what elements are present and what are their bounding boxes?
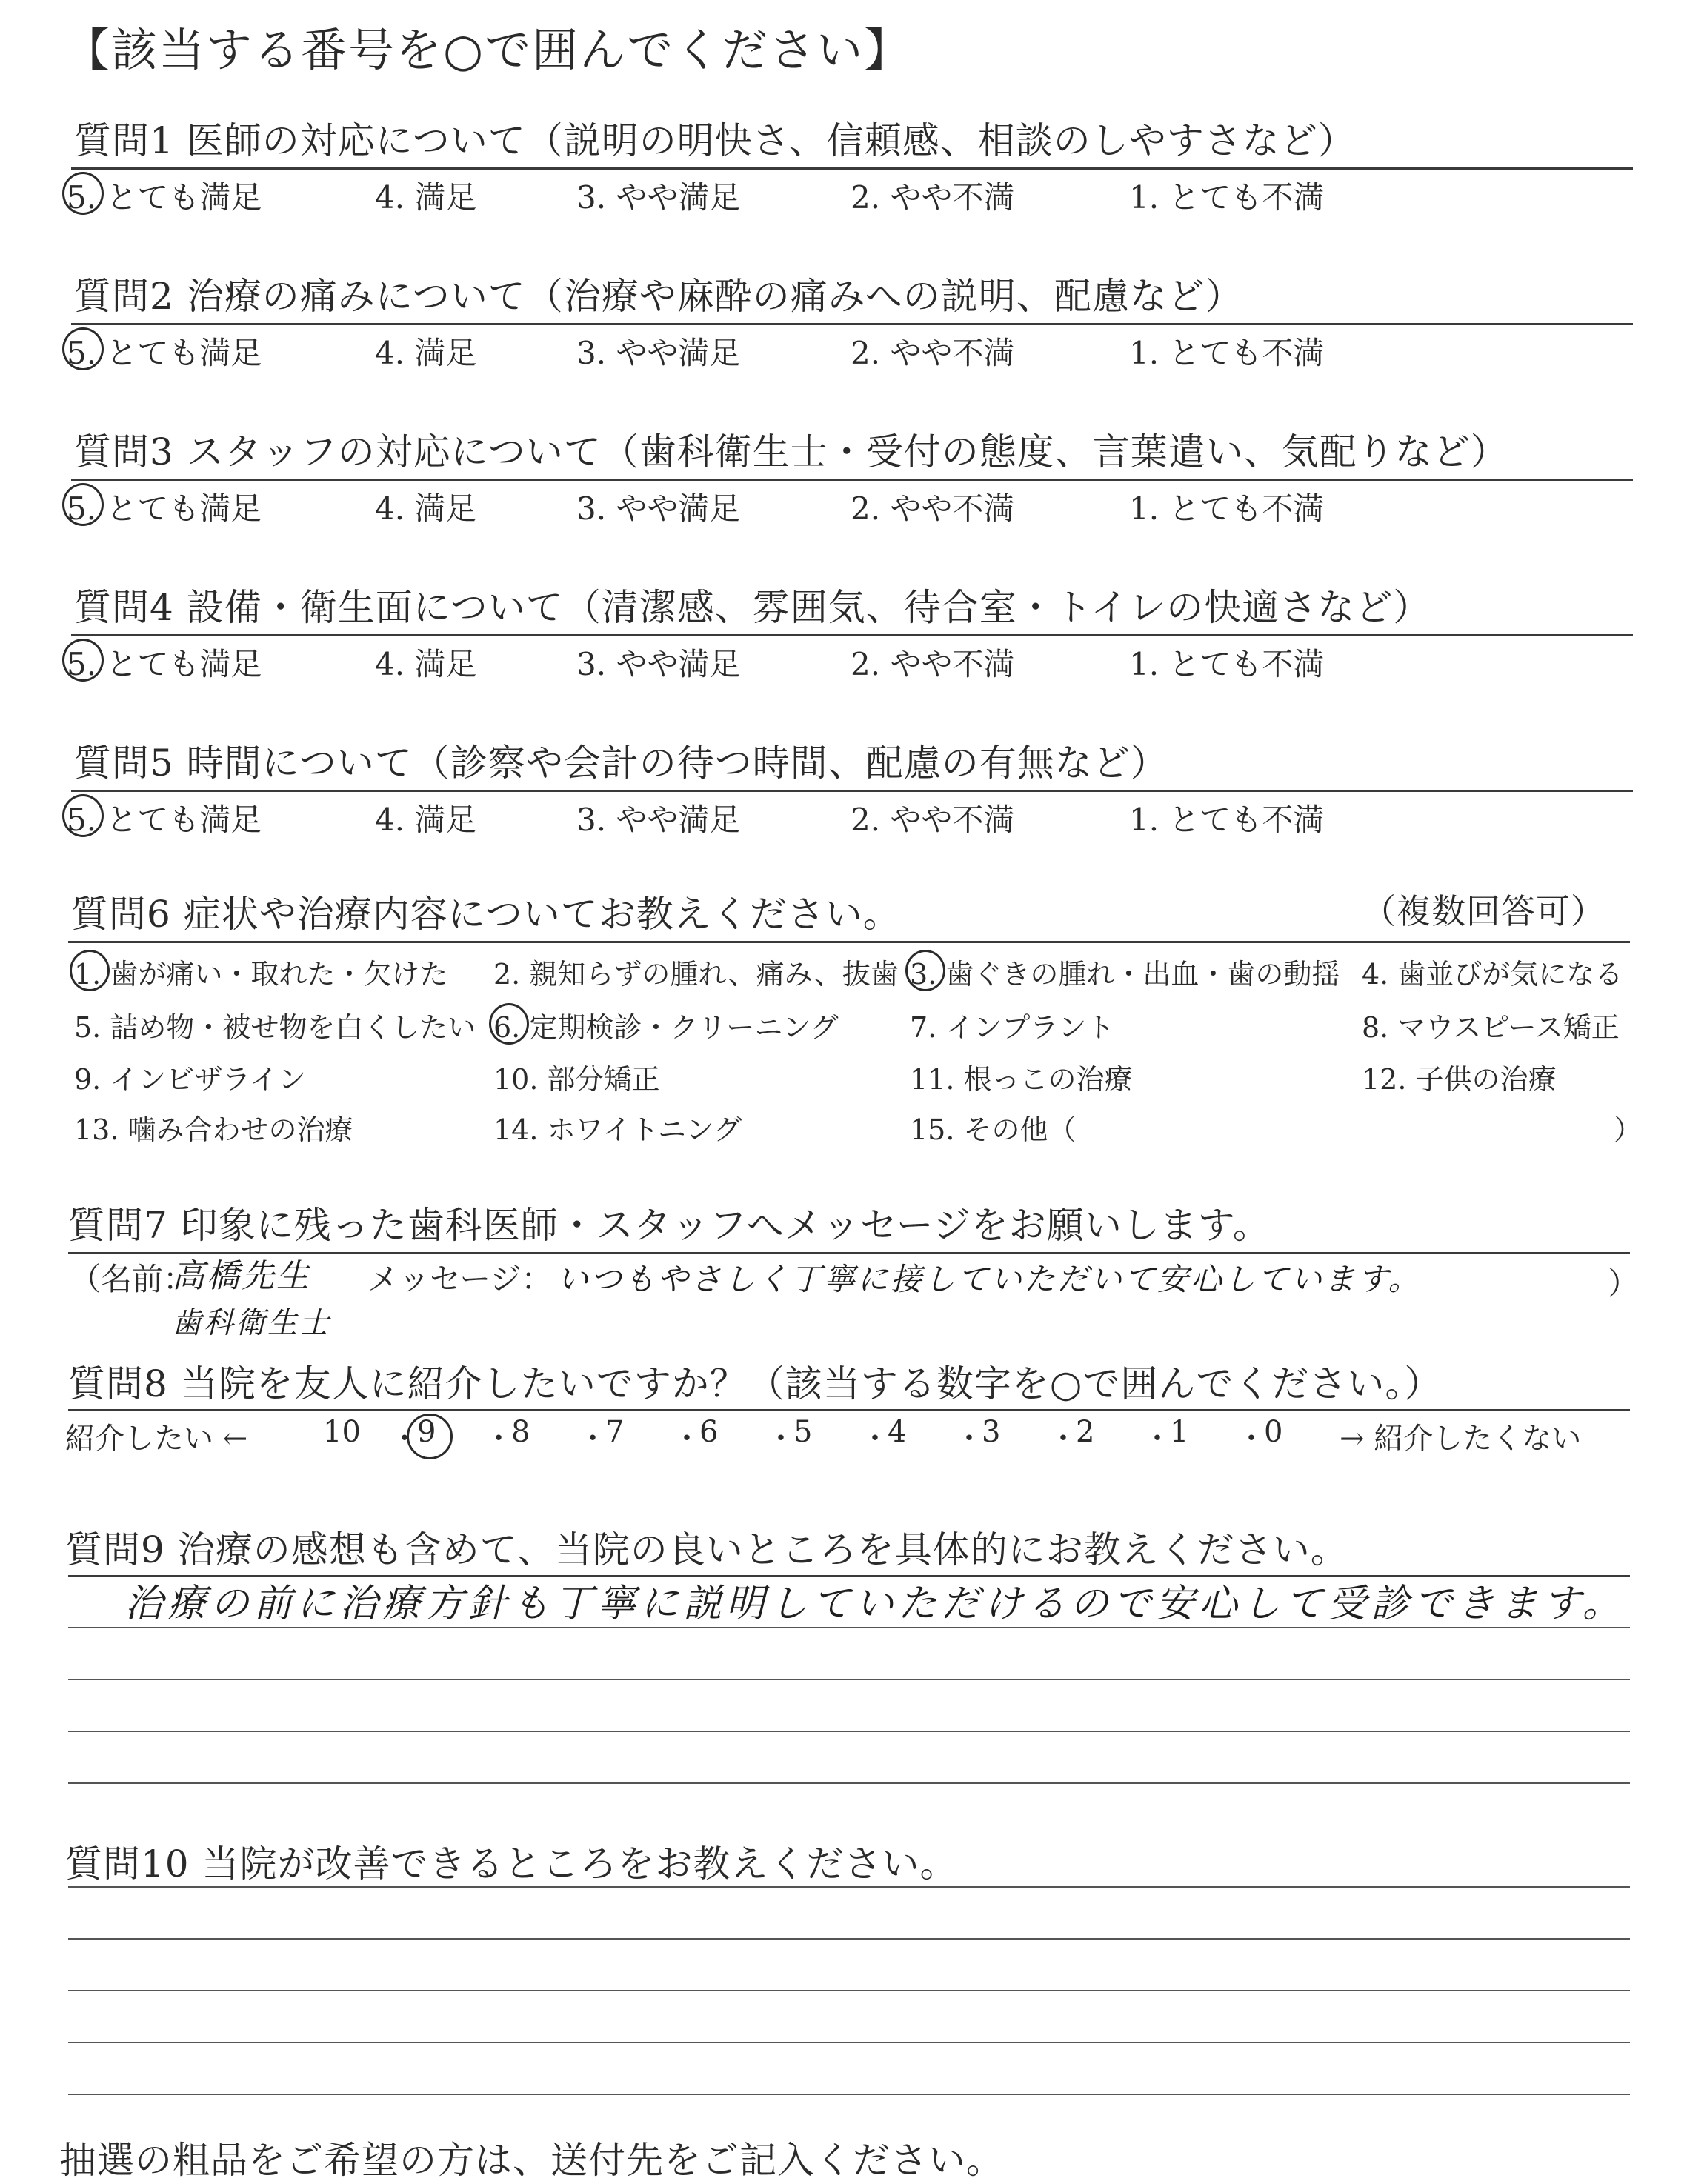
q8-scale-dot: ・: [578, 1422, 608, 1456]
q10-answer-line-1[interactable]: [68, 1886, 1630, 1888]
q5-selected-circle: [62, 794, 104, 837]
q1-option-2[interactable]: 2. やや不満: [851, 179, 1015, 216]
q9-answer-line-3[interactable]: [68, 1731, 1630, 1732]
q6-selected-circle-3: [489, 1003, 529, 1045]
q8-rule: [68, 1409, 1630, 1411]
q8-scale-2[interactable]: 2: [1076, 1415, 1095, 1449]
q6-option-14[interactable]: 14. ホワイトニング: [493, 1113, 742, 1146]
q10-answer-line-5[interactable]: [68, 2094, 1630, 2095]
q8-scale-0[interactable]: 0: [1264, 1415, 1283, 1449]
q2-heading: 質問2 治療の痛みについて（治療や麻酔の痛みへの説明、配慮など）: [74, 275, 1243, 318]
q3-option-4[interactable]: 4. 満足: [375, 490, 477, 527]
q7-name-value-2[interactable]: 歯科衛生士: [172, 1306, 331, 1340]
q4-option-3[interactable]: 3. やや満足: [576, 646, 741, 682]
q2-option-1[interactable]: 1. とても不満: [1129, 335, 1325, 371]
q5-option-4[interactable]: 4. 満足: [375, 802, 477, 838]
q3-option-1[interactable]: 1. とても不満: [1129, 490, 1325, 527]
q8-scale-4[interactable]: 4: [888, 1415, 907, 1449]
q8-scale-dot: ・: [672, 1422, 702, 1456]
q1-option-3[interactable]: 3. やや満足: [576, 179, 741, 216]
q3-selected-circle: [62, 483, 104, 526]
q6-selected-circle-2: [905, 950, 945, 991]
q10-heading: 質問10 当院が改善できるところをお教えください。: [65, 1842, 958, 1885]
q6-option-10[interactable]: 10. 部分矯正: [493, 1063, 660, 1096]
q6-option-4[interactable]: 4. 歯並びが気になる: [1362, 958, 1623, 991]
q6-option-1[interactable]: 1. 歯が痛い・取れた・欠けた: [74, 958, 448, 991]
q6-option-7[interactable]: 7. インプラント: [910, 1011, 1115, 1044]
q9-answer-line-1[interactable]: [68, 1627, 1630, 1628]
q9-answer[interactable]: 治療の前に治療方針も丁寧に説明していただけるので安心して受診できます。: [124, 1582, 1626, 1626]
q5-option-5[interactable]: 5. とても満足: [67, 802, 262, 838]
q6-option-9[interactable]: 9. インビザライン: [74, 1063, 307, 1096]
q8-scale-dot: ・: [954, 1422, 984, 1456]
q1-option-5[interactable]: 5. とても満足: [67, 179, 262, 216]
q1-rule: [71, 167, 1633, 170]
q5-option-2[interactable]: 2. やや不満: [851, 802, 1015, 838]
q3-option-5[interactable]: 5. とても満足: [67, 490, 262, 527]
q6-option-12[interactable]: 12. 子供の治療: [1362, 1063, 1557, 1096]
q8-selected-circle: [407, 1414, 453, 1459]
q7-name-value-1[interactable]: 高橋先生: [172, 1257, 311, 1295]
q9-heading: 質問9 治療の感想も含めて、当院の良いところを具体的にお教えください。: [65, 1528, 1348, 1571]
q6-rule: [68, 941, 1630, 943]
q4-option-4[interactable]: 4. 満足: [375, 646, 477, 682]
q8-scale-1[interactable]: 1: [1170, 1415, 1189, 1449]
q5-option-3[interactable]: 3. やや満足: [576, 802, 741, 838]
footer-note: 抽選の粗品をご希望の方は、送付先をご記入ください。: [59, 2139, 1004, 2182]
q6-note: （複数回答可）: [1362, 891, 1605, 931]
q7-close-paren: ）: [1608, 1265, 1640, 1302]
page-title: 【該当する番号を○で囲んでください】: [64, 23, 912, 77]
q4-heading: 質問4 設備・衛生面について（清潔感、雰囲気、待合室・トイレの快適さなど）: [74, 586, 1431, 629]
q10-answer-line-2[interactable]: [68, 1938, 1630, 1940]
q4-option-5[interactable]: 5. とても満足: [67, 646, 262, 682]
q8-right-label: → 紹介したくない: [1340, 1422, 1582, 1456]
q1-selected-circle: [62, 172, 104, 215]
q8-scale-dot: ・: [1237, 1422, 1266, 1456]
q8-heading: 質問8 当院を友人に紹介したいですか？（該当する数字を○で囲んでください。）: [68, 1362, 1443, 1405]
q7-name-label: （名前：: [70, 1261, 195, 1297]
q5-rule: [71, 790, 1633, 792]
q6-heading: 質問6 症状や治療内容についてお教えください。: [71, 893, 901, 936]
q5-heading: 質問5 時間について（診察や会計の待つ時間、配慮の有無など）: [74, 742, 1168, 785]
q8-scale-6[interactable]: 6: [699, 1415, 719, 1449]
q9-answer-line-2[interactable]: [68, 1679, 1630, 1680]
q8-scale-dot: ・: [766, 1422, 796, 1456]
q3-option-3[interactable]: 3. やや満足: [576, 490, 741, 527]
q4-option-2[interactable]: 2. やや不満: [851, 646, 1015, 682]
q10-answer-line-4[interactable]: [68, 2042, 1630, 2043]
q1-heading: 質問1 医師の対応について（説明の明快さ、信頼感、相談のしやすさなど）: [74, 119, 1356, 162]
q2-option-2[interactable]: 2. やや不満: [851, 335, 1015, 371]
q6-option-15[interactable]: 15. その他（: [910, 1113, 1077, 1146]
q9-answer-line-4[interactable]: [68, 1782, 1630, 1784]
q3-rule: [71, 479, 1633, 481]
q6-selected-circle-1: [70, 950, 110, 991]
q2-option-3[interactable]: 3. やや満足: [576, 335, 741, 371]
q8-scale-dot: ・: [390, 1422, 419, 1456]
q6-option-6[interactable]: 6. 定期検診・クリーニング: [493, 1011, 839, 1044]
q4-selected-circle: [62, 639, 104, 682]
q2-selected-circle: [62, 327, 104, 370]
q6-option-8[interactable]: 8. マウスピース矯正: [1362, 1011, 1620, 1044]
q8-scale-7[interactable]: 7: [605, 1415, 625, 1449]
q8-scale-dot: ・: [860, 1422, 890, 1456]
q8-scale-dot: ・: [1142, 1422, 1172, 1456]
q3-heading: 質問3 スタッフの対応について（歯科衛生士・受付の態度、言葉遣い、気配りなど）: [74, 430, 1508, 473]
q1-option-1[interactable]: 1. とても不満: [1129, 179, 1325, 216]
q2-rule: [71, 323, 1633, 325]
q7-heading: 質問7 印象に残った歯科医師・スタッフへメッセージをお願いします。: [68, 1204, 1271, 1247]
q8-left-label: 紹介したい ←: [65, 1422, 248, 1456]
q2-option-4[interactable]: 4. 満足: [375, 335, 477, 371]
q8-scale-8[interactable]: 8: [511, 1415, 530, 1449]
q7-message-value[interactable]: いつもやさしく丁寧に接していただいて安心しています。: [557, 1261, 1422, 1297]
q4-option-1[interactable]: 1. とても不満: [1129, 646, 1325, 682]
q8-scale-3[interactable]: 3: [982, 1415, 1001, 1449]
q6-option-11[interactable]: 11. 根っこの治療: [910, 1063, 1133, 1096]
q6-option-13[interactable]: 13. 噛み合わせの治療: [74, 1113, 353, 1146]
q6-option-5[interactable]: 5. 詰め物・被せ物を白くしたい: [74, 1011, 476, 1044]
q8-scale-dot: ・: [1048, 1422, 1078, 1456]
q8-scale-9[interactable]: 9: [417, 1415, 436, 1449]
q8-scale-5[interactable]: 5: [793, 1415, 813, 1449]
q8-scale-dot: ・: [484, 1422, 513, 1456]
q10-answer-line-3[interactable]: [68, 1990, 1630, 1991]
q2-option-5[interactable]: 5. とても満足: [67, 335, 262, 371]
q8-scale-10[interactable]: 10: [323, 1415, 361, 1449]
q5-option-1[interactable]: 1. とても不満: [1129, 802, 1325, 838]
q6-option-3[interactable]: 3. 歯ぐきの腫れ・出血・歯の動揺: [910, 958, 1340, 991]
q6-option-16[interactable]: ）: [1614, 1113, 1643, 1146]
q7-message-label: メッセージ：: [367, 1261, 553, 1297]
q4-rule: [71, 634, 1633, 636]
q3-option-2[interactable]: 2. やや不満: [851, 490, 1015, 527]
q6-option-2[interactable]: 2. 親知らずの腫れ、痛み、抜歯: [493, 958, 899, 991]
q1-option-4[interactable]: 4. 満足: [375, 179, 477, 216]
